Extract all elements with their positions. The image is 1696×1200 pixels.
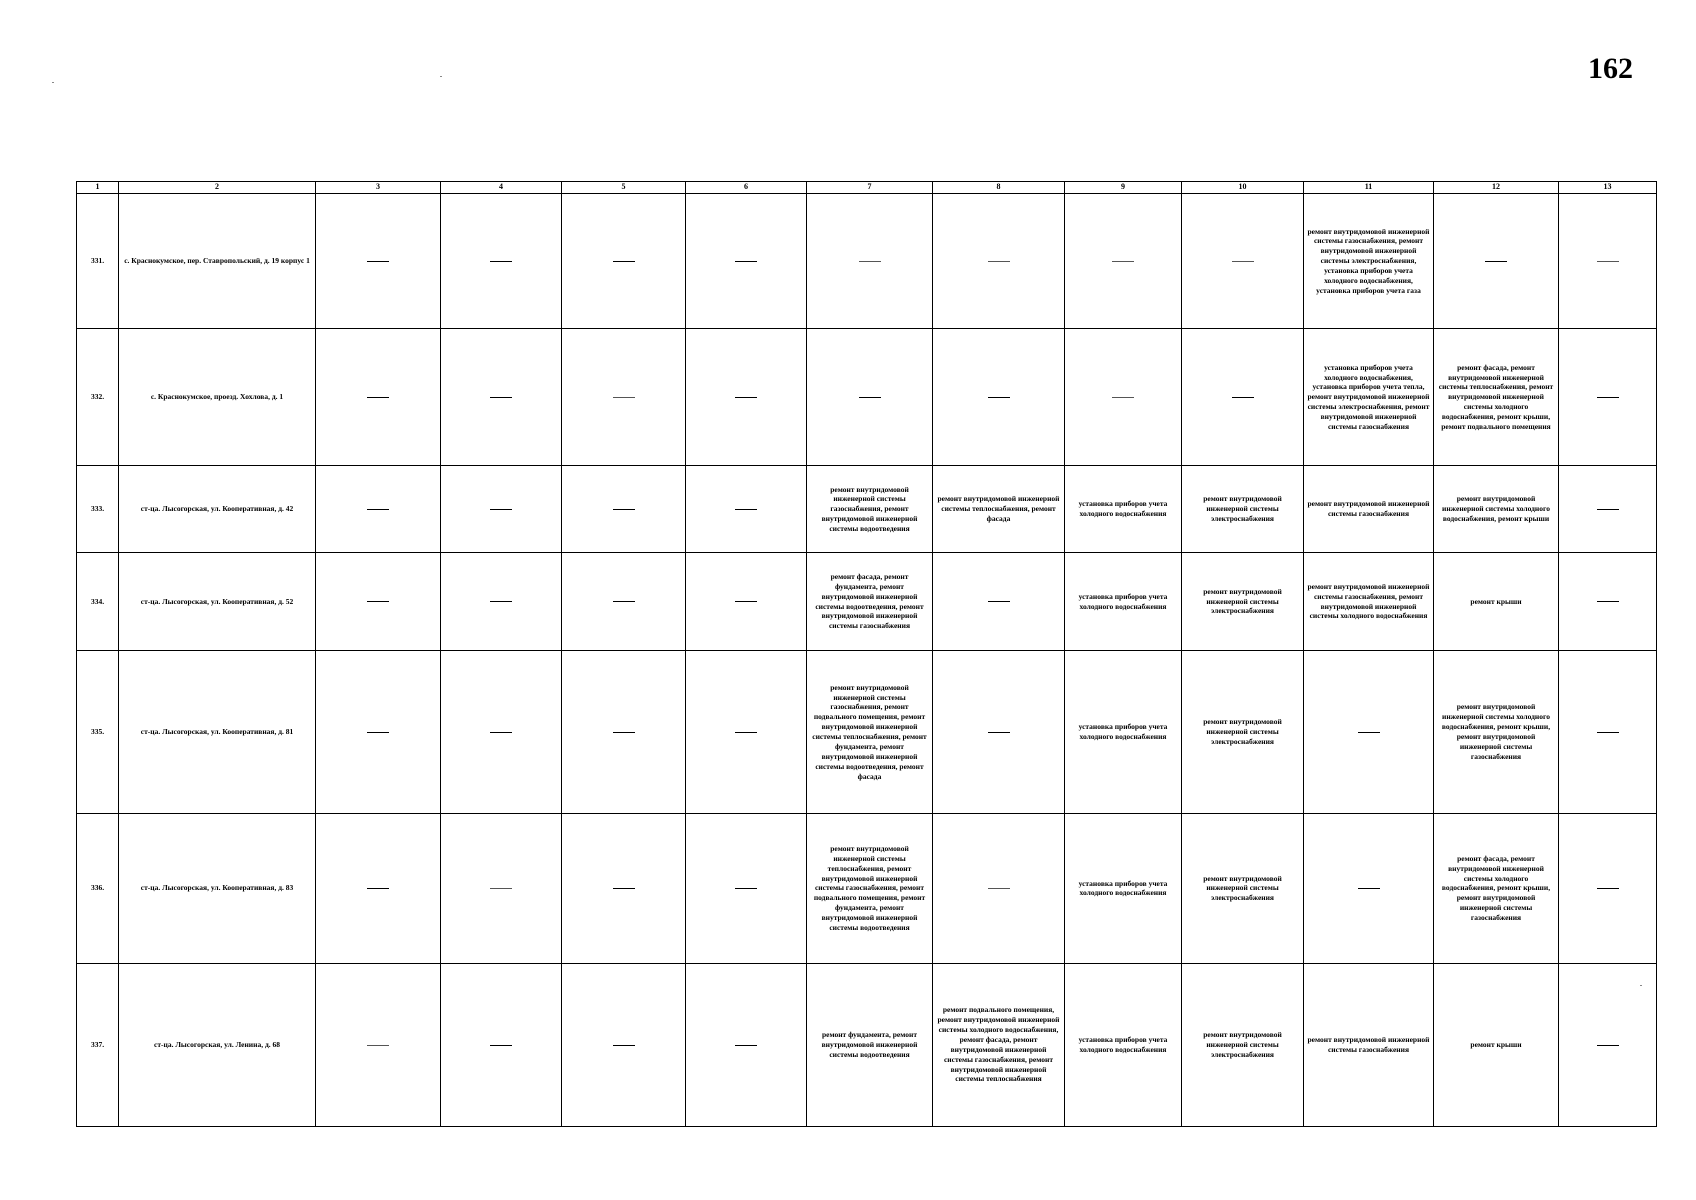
repair-schedule-table bbox=[76, 181, 1657, 1127]
row-number: 332. bbox=[77, 329, 119, 466]
empty-dash-cell bbox=[562, 329, 686, 466]
work-description: ремонт внутридомовой инженерной системы газоснабжения, ремонт внутридомовой инженерной системы электроснабжения, установка приборов учета холодного водоснабжения, установка приборов учета газа bbox=[1307, 226, 1430, 295]
table-row bbox=[77, 963, 1657, 1126]
empty-dash-cell bbox=[807, 194, 933, 329]
address-cell: ст-ца. Лысогорская, ул. Ленина, д. 68 bbox=[119, 963, 316, 1126]
empty-dash-cell bbox=[933, 650, 1065, 813]
table-row bbox=[77, 553, 1657, 651]
dash-mark bbox=[988, 601, 1010, 602]
empty-dash-cell bbox=[686, 963, 807, 1126]
dash-mark bbox=[367, 732, 389, 733]
empty-dash-cell bbox=[316, 466, 441, 553]
dash-mark bbox=[367, 509, 389, 510]
dash-mark bbox=[490, 888, 512, 889]
work-description-cell bbox=[807, 963, 933, 1126]
work-description-cell bbox=[1065, 650, 1182, 813]
empty-dash-cell bbox=[441, 650, 562, 813]
work-description-cell bbox=[1434, 329, 1559, 466]
empty-dash-cell bbox=[1182, 329, 1304, 466]
empty-dash-cell bbox=[316, 194, 441, 329]
dash-mark bbox=[367, 601, 389, 602]
work-description: ремонт внутридомовой инженерной системы теплоснабжения, ремонт фасада bbox=[937, 494, 1060, 524]
row-number: 336. bbox=[77, 814, 119, 963]
dash-mark bbox=[735, 732, 757, 733]
empty-dash-cell bbox=[562, 466, 686, 553]
dash-mark bbox=[1232, 261, 1254, 262]
work-description-cell bbox=[1304, 194, 1434, 329]
dash-mark bbox=[988, 732, 1010, 733]
work-description: ремонт подвального помещения, ремонт внутридомовой инженерной системы холодного водоснабжения, ремонт фасада, ремонт внутридомовой инженерной системы газоснабжения, ремонт внутридомовой инженерной системы теплоснабжения bbox=[937, 1005, 1060, 1084]
empty-dash-cell bbox=[316, 963, 441, 1126]
empty-dash-cell bbox=[686, 553, 807, 651]
empty-dash-cell bbox=[562, 194, 686, 329]
empty-dash-cell bbox=[686, 194, 807, 329]
dash-mark bbox=[1597, 1045, 1619, 1046]
dash-mark bbox=[1597, 261, 1619, 262]
work-description: установка приборов учета холодного водоснабжения bbox=[1078, 1034, 1168, 1054]
empty-dash-cell bbox=[1304, 814, 1434, 963]
empty-dash-cell bbox=[441, 963, 562, 1126]
empty-dash-cell bbox=[686, 650, 807, 813]
empty-dash-cell bbox=[562, 650, 686, 813]
empty-dash-cell bbox=[1182, 194, 1304, 329]
row-number: 333. bbox=[77, 466, 119, 553]
work-description: ремонт внутридомовой инженерной системы электроснабжения bbox=[1203, 1029, 1282, 1059]
dash-mark bbox=[490, 601, 512, 602]
empty-dash-cell bbox=[562, 963, 686, 1126]
work-description-cell bbox=[1434, 650, 1559, 813]
work-description-cell bbox=[1304, 963, 1434, 1126]
dash-mark bbox=[1485, 261, 1507, 262]
dash-mark bbox=[735, 261, 757, 262]
column-number: 8 bbox=[933, 182, 1065, 194]
dash-mark bbox=[613, 1045, 635, 1046]
dash-mark bbox=[1597, 888, 1619, 889]
work-description-cell bbox=[1065, 553, 1182, 651]
column-number: 4 bbox=[441, 182, 562, 194]
work-description-cell bbox=[1182, 466, 1304, 553]
empty-dash-cell bbox=[933, 329, 1065, 466]
dash-mark bbox=[988, 888, 1010, 889]
scan-speck bbox=[1640, 985, 1642, 986]
work-description: ремонт фасада, ремонт фундамента, ремонт внутридомовой инженерной системы водоотведения, ремонт внутридомовой инженерной системы газоснабжения bbox=[815, 571, 924, 631]
work-description: ремонт внутридомовой инженерной системы газоснабжения bbox=[1307, 499, 1430, 519]
empty-dash-cell bbox=[441, 329, 562, 466]
work-description: ремонт внутридомовой инженерной системы холодного водоснабжения, ремонт крыши, ремонт внутридомовой инженерной системы газоснабжения bbox=[1441, 702, 1551, 761]
dash-mark bbox=[735, 1045, 757, 1046]
work-description-cell bbox=[933, 963, 1065, 1126]
work-description: ремонт крыши bbox=[1470, 596, 1522, 606]
work-description: ремонт фасада, ремонт внутридомовой инженерной системы холодного водоснабжения, ремонт крыши, ремонт внутридомовой инженерной системы газоснабжения bbox=[1441, 853, 1551, 923]
empty-dash-cell bbox=[316, 329, 441, 466]
row-number: 337. bbox=[77, 963, 119, 1126]
scan-speck bbox=[52, 82, 54, 83]
table-row bbox=[77, 814, 1657, 963]
row-number: 331. bbox=[77, 194, 119, 329]
column-number: 11 bbox=[1304, 182, 1434, 194]
dash-mark bbox=[613, 509, 635, 510]
row-number: 334. bbox=[77, 553, 119, 651]
address-cell: ст-ца. Лысогорская, ул. Кооперативная, д. 81 bbox=[119, 650, 316, 813]
dash-mark bbox=[490, 261, 512, 262]
empty-dash-cell bbox=[316, 553, 441, 651]
dash-mark bbox=[1112, 261, 1134, 262]
dash-mark bbox=[1232, 397, 1254, 398]
empty-dash-cell bbox=[1559, 194, 1657, 329]
column-number: 12 bbox=[1434, 182, 1559, 194]
empty-dash-cell bbox=[686, 329, 807, 466]
address-cell: ст-ца. Лысогорская, ул. Кооперативная, д. 42 bbox=[119, 466, 316, 553]
empty-dash-cell bbox=[1559, 963, 1657, 1126]
dash-mark bbox=[1597, 732, 1619, 733]
work-description-cell bbox=[1434, 963, 1559, 1126]
dash-mark bbox=[367, 1045, 389, 1046]
address-cell: ст-ца. Лысогорская, ул. Кооперативная, д. 52 bbox=[119, 553, 316, 651]
dash-mark bbox=[735, 888, 757, 889]
dash-mark bbox=[613, 888, 635, 889]
dash-mark bbox=[367, 397, 389, 398]
work-description: ремонт внутридомовой инженерной системы электроснабжения bbox=[1203, 717, 1282, 747]
work-description-cell bbox=[1182, 650, 1304, 813]
work-description: ремонт внутридомовой инженерной системы электроснабжения bbox=[1203, 494, 1282, 524]
empty-dash-cell bbox=[686, 466, 807, 553]
address-cell: с. Краснокумское, проезд. Хохлова, д. 1 bbox=[119, 329, 316, 466]
dash-mark bbox=[490, 397, 512, 398]
work-description: установка приборов учета холодного водоснабжения bbox=[1078, 878, 1168, 898]
dash-mark bbox=[613, 397, 635, 398]
table-row bbox=[77, 329, 1657, 466]
work-description-cell bbox=[1065, 466, 1182, 553]
work-description-cell bbox=[1434, 814, 1559, 963]
address-cell: ст-ца. Лысогорская, ул. Кооперативная, д. 83 bbox=[119, 814, 316, 963]
work-description-cell bbox=[1182, 963, 1304, 1126]
empty-dash-cell bbox=[441, 466, 562, 553]
empty-dash-cell bbox=[1065, 194, 1182, 329]
work-description: ремонт крыши bbox=[1470, 1039, 1522, 1049]
scan-speck bbox=[440, 76, 442, 77]
empty-dash-cell bbox=[562, 553, 686, 651]
dash-mark bbox=[490, 732, 512, 733]
empty-dash-cell bbox=[441, 814, 562, 963]
dash-mark bbox=[735, 397, 757, 398]
work-description-cell bbox=[1434, 553, 1559, 651]
empty-dash-cell bbox=[562, 814, 686, 963]
column-number: 6 bbox=[686, 182, 807, 194]
work-description: ремонт внутридомовой инженерной системы газоснабжения bbox=[1307, 1034, 1430, 1054]
dash-mark bbox=[988, 261, 1010, 262]
column-number: 13 bbox=[1559, 182, 1657, 194]
work-description: ремонт фундамента, ремонт внутридомовой инженерной системы водоотведения bbox=[821, 1029, 918, 1059]
work-description-cell bbox=[1304, 553, 1434, 651]
column-number: 7 bbox=[807, 182, 933, 194]
work-description-cell bbox=[1182, 814, 1304, 963]
empty-dash-cell bbox=[1559, 650, 1657, 813]
dash-mark bbox=[613, 732, 635, 733]
empty-dash-cell bbox=[933, 194, 1065, 329]
work-description-cell bbox=[1304, 329, 1434, 466]
work-description: ремонт внутридомовой инженерной системы холодного водоснабжения, ремонт крыши bbox=[1442, 494, 1550, 524]
work-description: ремонт внутридомовой инженерной системы электроснабжения bbox=[1203, 586, 1282, 616]
work-description-cell bbox=[807, 466, 933, 553]
empty-dash-cell bbox=[933, 814, 1065, 963]
dash-mark bbox=[1358, 888, 1380, 889]
address-cell: с. Краснокумское, пер. Ставропольский, д. 19 корпус 1 bbox=[119, 194, 316, 329]
column-number: 10 bbox=[1182, 182, 1304, 194]
work-description: установка приборов учета холодного водоснабжения bbox=[1078, 591, 1168, 611]
page-number: 162 bbox=[1588, 52, 1633, 85]
work-description-cell bbox=[807, 553, 933, 651]
empty-dash-cell bbox=[807, 329, 933, 466]
work-description-cell bbox=[1304, 466, 1434, 553]
empty-dash-cell bbox=[1065, 329, 1182, 466]
dash-mark bbox=[1358, 732, 1380, 733]
empty-dash-cell bbox=[441, 194, 562, 329]
empty-dash-cell bbox=[316, 650, 441, 813]
column-number: 3 bbox=[316, 182, 441, 194]
work-description: установка приборов учета холодного водоснабжения bbox=[1078, 499, 1168, 519]
row-number: 335. bbox=[77, 650, 119, 813]
table-row bbox=[77, 466, 1657, 553]
work-description-cell bbox=[807, 650, 933, 813]
dash-mark bbox=[859, 261, 881, 262]
table-row bbox=[77, 194, 1657, 329]
work-description-cell bbox=[807, 814, 933, 963]
empty-dash-cell bbox=[441, 553, 562, 651]
empty-dash-cell bbox=[1304, 650, 1434, 813]
empty-dash-cell bbox=[1434, 194, 1559, 329]
dash-mark bbox=[735, 601, 757, 602]
dash-mark bbox=[1597, 509, 1619, 510]
work-description: ремонт фасада, ремонт внутридомовой инженерной системы теплоснабжения, ремонт внутридомовой инженерной системы холодного водоснабжения, ремонт крыши, ремонт подвального помещения bbox=[1438, 362, 1554, 432]
dash-mark bbox=[1112, 397, 1134, 398]
work-description-cell bbox=[1065, 963, 1182, 1126]
empty-dash-cell bbox=[1559, 466, 1657, 553]
dash-mark bbox=[613, 601, 635, 602]
work-description-cell bbox=[1434, 466, 1559, 553]
dash-mark bbox=[988, 397, 1010, 398]
dash-mark bbox=[735, 509, 757, 510]
table-row bbox=[77, 650, 1657, 813]
work-description: ремонт внутридомовой инженерной системы электроснабжения bbox=[1203, 873, 1282, 903]
empty-dash-cell bbox=[686, 814, 807, 963]
dash-mark bbox=[1597, 601, 1619, 602]
empty-dash-cell bbox=[1559, 553, 1657, 651]
dash-mark bbox=[859, 397, 881, 398]
work-description: ремонт внутридомовой инженерной системы теплоснабжения, ремонт внутридомовой инженерной системы газоснабжения, ремонт подвального помещения, ремонт фундамента, ремонт внутридомовой инженерной системы водоотведения bbox=[813, 843, 926, 933]
work-description: ремонт внутридомовой инженерной системы газоснабжения, ремонт внутридомовой инженерной системы холодного водоснабжения bbox=[1307, 581, 1430, 621]
dash-mark bbox=[1597, 397, 1619, 398]
dash-mark bbox=[490, 1045, 512, 1046]
work-description: ремонт внутридомовой инженерной системы газоснабжения, ремонт подвального помещения, ремонт внутридомовой инженерной системы теплоснабжения, ремонт фундамента, ремонт внутридомовой инженерной системы водоотведения, ремонт фасада bbox=[812, 682, 927, 781]
empty-dash-cell bbox=[933, 553, 1065, 651]
work-description: установка приборов учета холодного водоснабжения, установка приборов учета тепла, ремонт внутридомовой инженерной системы электроснабжения, ремонт внутридомовой инженерной системы газоснабжения bbox=[1307, 362, 1430, 432]
work-description-cell bbox=[1182, 553, 1304, 651]
empty-dash-cell bbox=[316, 814, 441, 963]
dash-mark bbox=[613, 261, 635, 262]
work-description: ремонт внутридомовой инженерной системы газоснабжения, ремонт внутридомовой инженерной системы водоотведения bbox=[821, 484, 918, 534]
column-number-row bbox=[77, 182, 1657, 194]
column-number: 9 bbox=[1065, 182, 1182, 194]
empty-dash-cell bbox=[1559, 814, 1657, 963]
column-number: 1 bbox=[77, 182, 119, 194]
dash-mark bbox=[367, 888, 389, 889]
work-description-cell bbox=[933, 466, 1065, 553]
dash-mark bbox=[490, 509, 512, 510]
work-description: установка приборов учета холодного водоснабжения bbox=[1078, 722, 1168, 742]
dash-mark bbox=[367, 261, 389, 262]
column-number: 5 bbox=[562, 182, 686, 194]
column-number: 2 bbox=[119, 182, 316, 194]
empty-dash-cell bbox=[1559, 329, 1657, 466]
work-description-cell bbox=[1065, 814, 1182, 963]
